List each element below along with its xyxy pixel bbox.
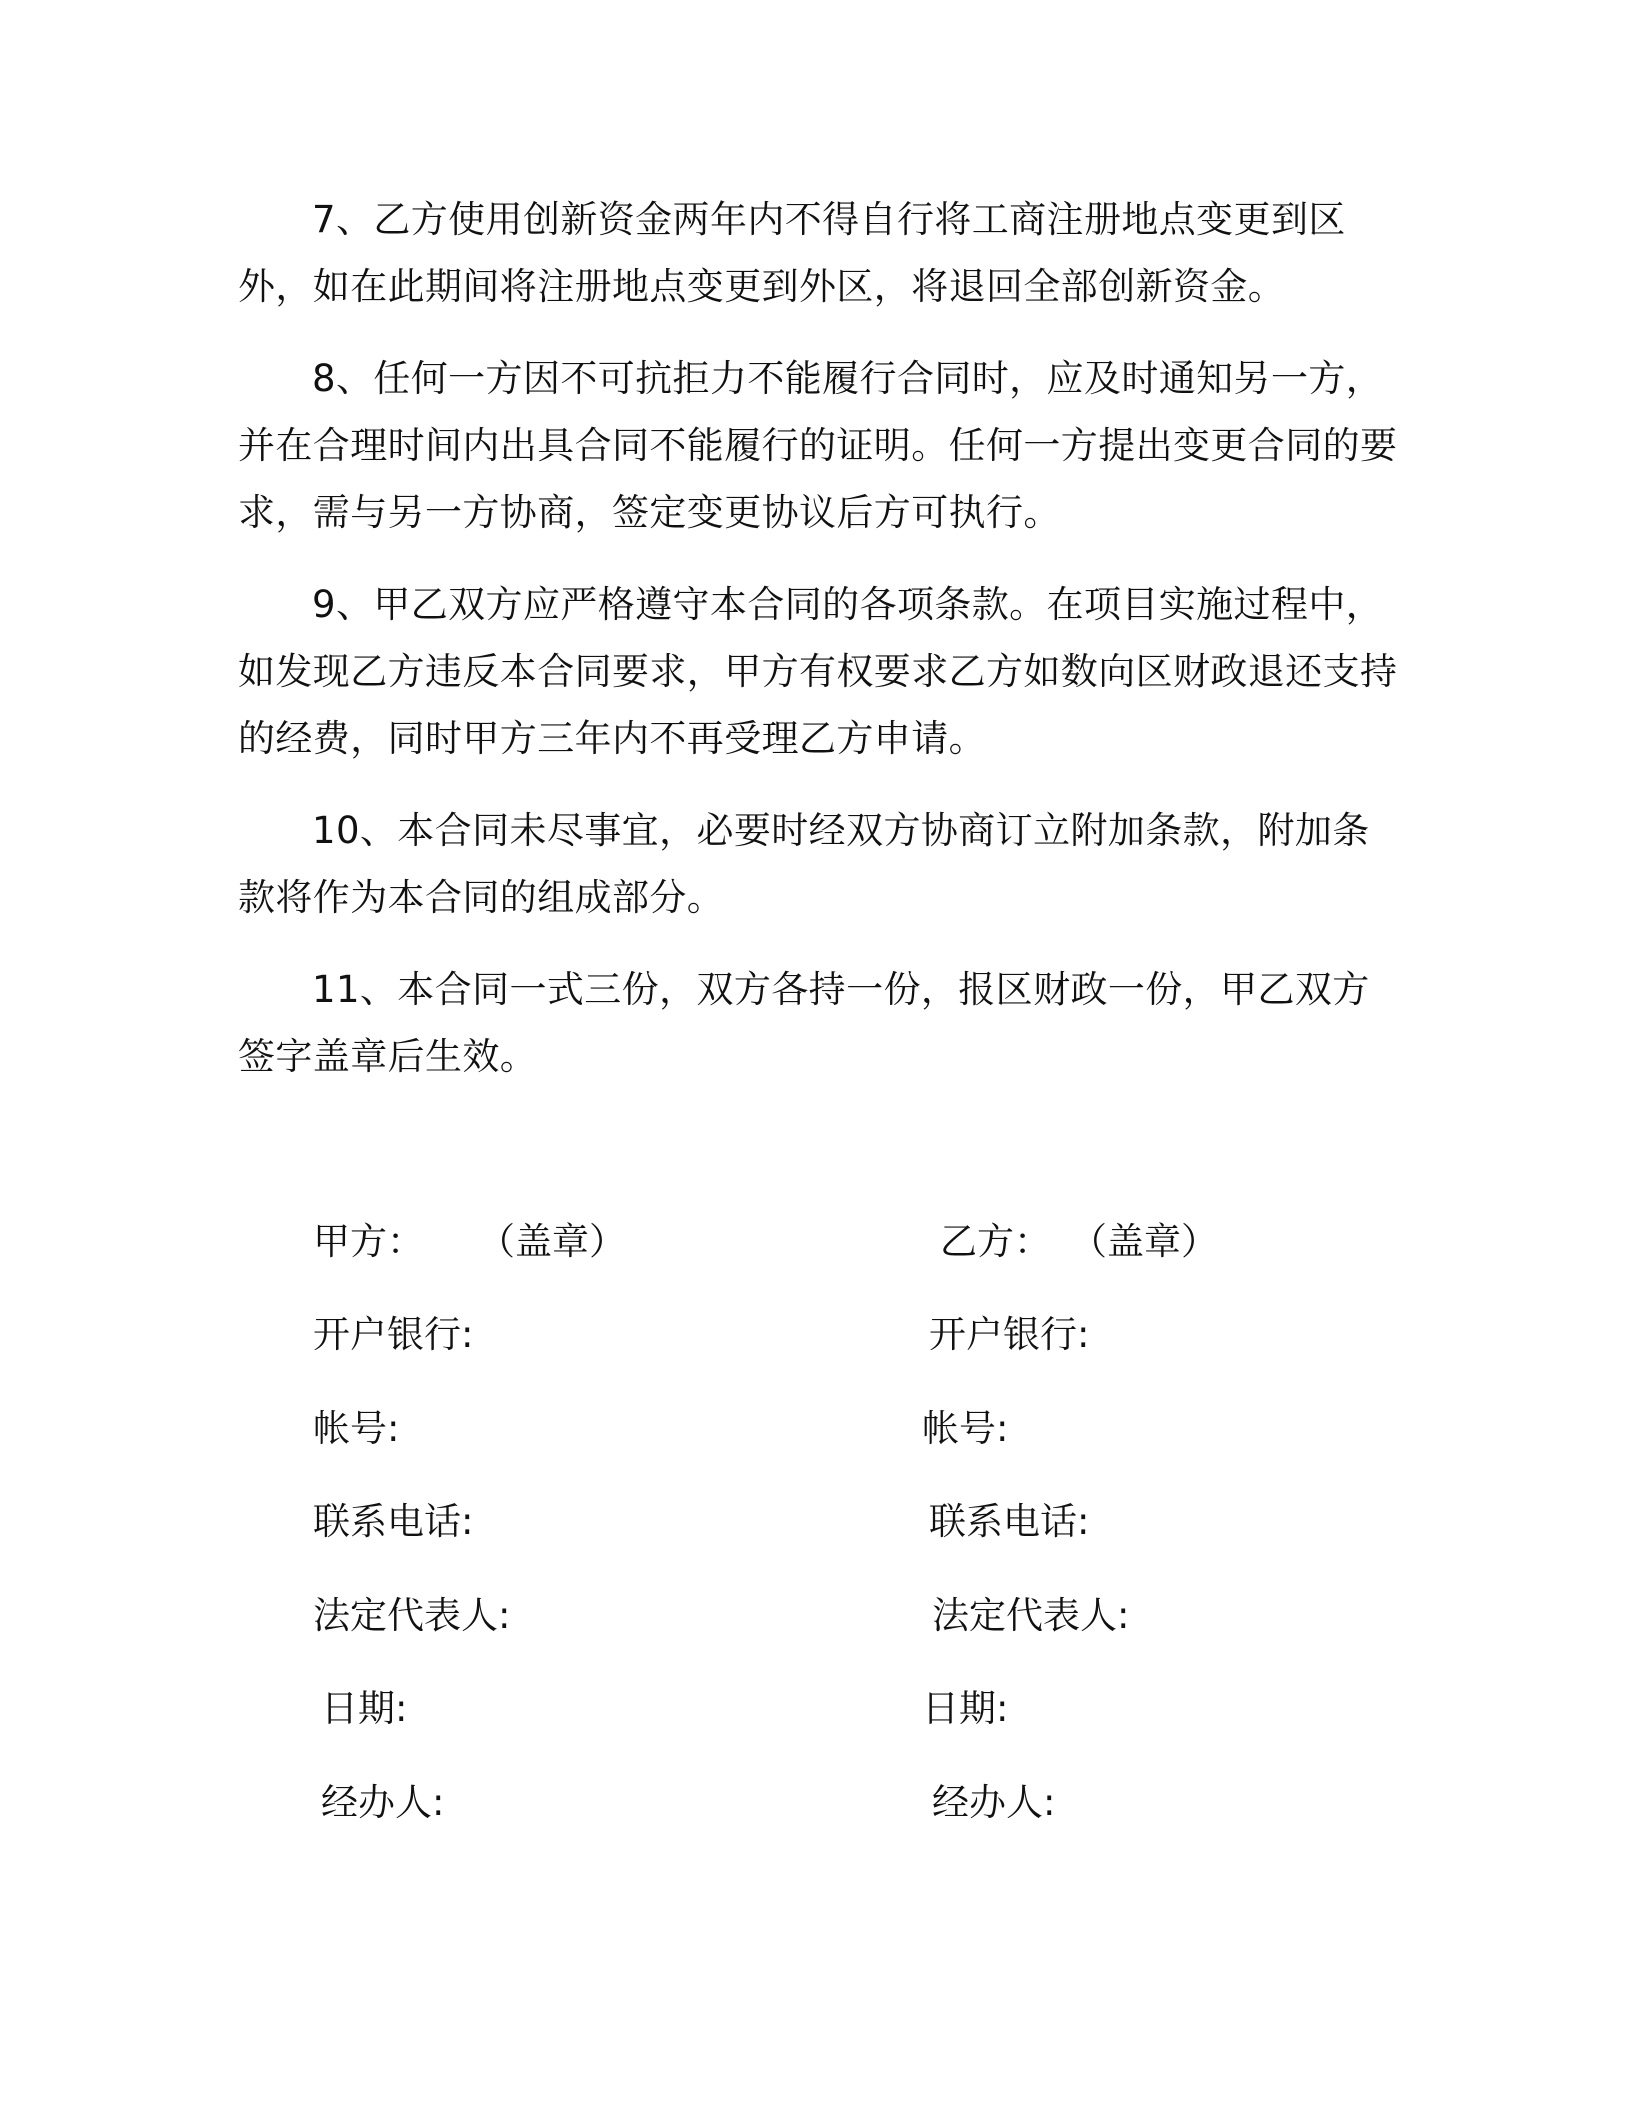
party-b-account-label: 帐号: xyxy=(922,1407,1009,1450)
party-b-legal-rep-label: 法定代表人: xyxy=(932,1594,1130,1637)
clause-9: 9、甲乙双方应严格遵守本合同的各项条款。在项目实施过程中，如发现乙方违反本合同要求，甲方有权要求乙方如数向区财政退还支持的经费，同时甲方三年内不再受理乙方申请。 xyxy=(238,583,1398,760)
party-a-label: 甲方： xyxy=(313,1220,424,1263)
party-a-handler-label: 经办人: xyxy=(321,1781,445,1824)
clause-10: 10、本合同未尽事宜，必要时经双方协商订立附加条款，附加条款将作为本合同的组成部分。 xyxy=(238,809,1370,919)
party-b-date-label: 日期: xyxy=(922,1687,1009,1730)
clause-8: 8、任何一方因不可抗拒力不能履行合同时，应及时通知另一方，并在合理时间内出具合同不能履行的证明。任何一方提出变更合同的要求，需与另一方协商，签定变更协议后方可执行。 xyxy=(238,357,1398,534)
clause-11: 11、本合同一式三份，双方各持一份，报区财政一份，甲乙双方签字盖章后生效。 xyxy=(238,968,1370,1078)
party-b-label: 乙方： xyxy=(940,1220,1051,1263)
party-a-legal-rep-label: 法定代表人: xyxy=(313,1594,511,1637)
party-a-date-label: 日期: xyxy=(321,1687,408,1730)
party-b-handler-label: 经办人: xyxy=(932,1781,1056,1824)
party-a-bank-label: 开户银行: xyxy=(313,1313,474,1356)
contract-clauses xyxy=(238,186,1398,1115)
party-a-phone-label: 联系电话: xyxy=(313,1500,474,1543)
party-a-account-label: 帐号: xyxy=(313,1407,400,1450)
party-a-seal: （盖章） xyxy=(478,1220,626,1263)
party-b-bank-label: 开户银行: xyxy=(929,1313,1090,1356)
clause-7: 7、乙方使用创新资金两年内不得自行将工商注册地点变更到区外，如在此期间将注册地点变更到外区，将退回全部创新资金。 xyxy=(238,198,1346,308)
party-b-phone-label: 联系电话: xyxy=(929,1500,1090,1543)
party-b-seal: （盖章） xyxy=(1070,1220,1218,1263)
